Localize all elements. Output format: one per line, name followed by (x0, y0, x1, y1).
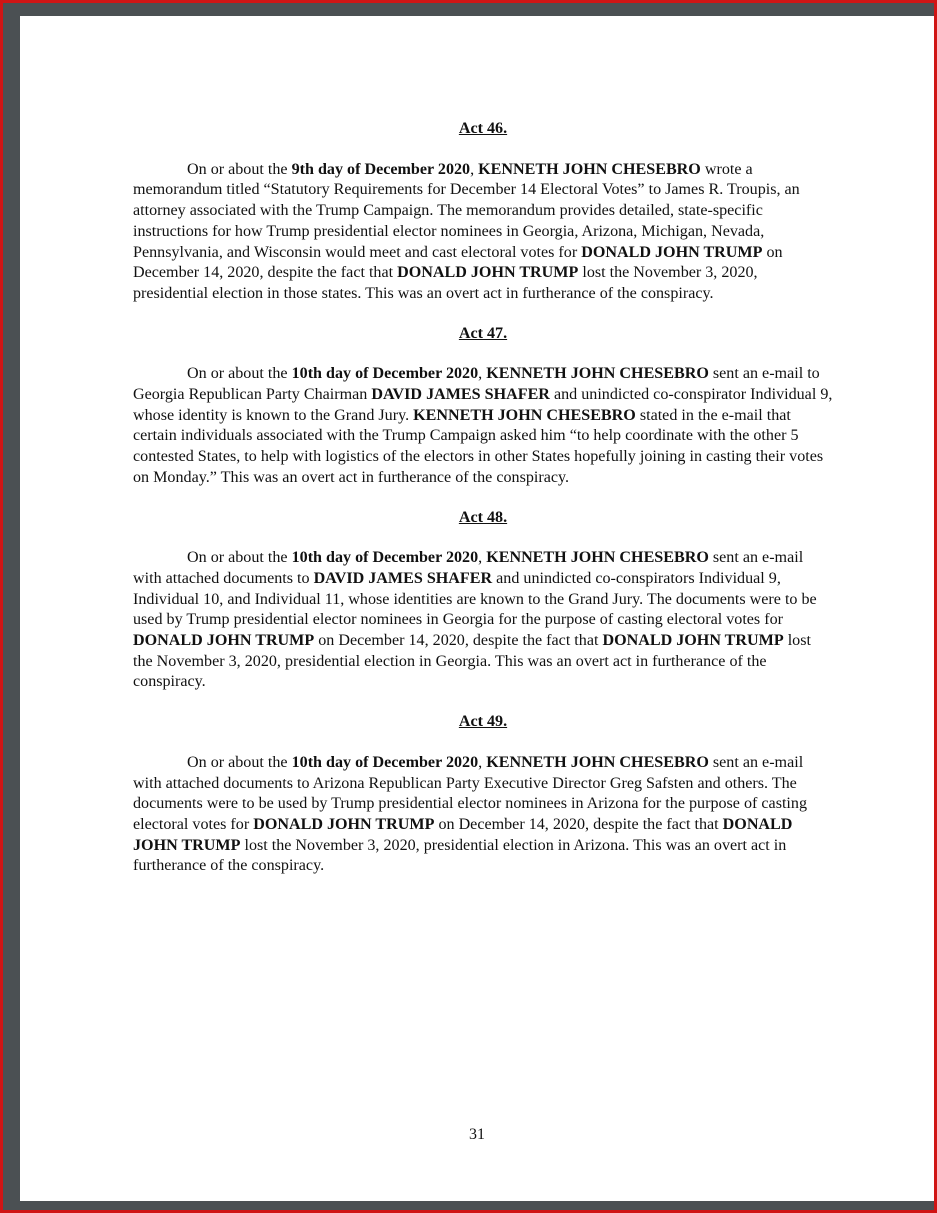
act-heading: Act 48. (458, 508, 508, 526)
bold-text-run: DONALD JOHN TRUMP (133, 815, 793, 854)
act-paragraph (133, 364, 833, 488)
bold-text-run: DONALD JOHN TRUMP (133, 632, 315, 650)
text-run: , (478, 753, 487, 771)
act-section (133, 712, 833, 877)
bold-text-run: 9th day of December 2020 (291, 160, 471, 178)
bold-text-run: DAVID JAMES SHAFER (371, 386, 550, 404)
text-run: sent an e-mail to Georgia Republican Party Chairman (133, 365, 820, 404)
act-section (133, 119, 833, 305)
text-run: lost the November 3, 2020, presidential election in Arizona. This was an overt act in furtherance of the conspiracy. (133, 836, 787, 875)
text-run: sent an e-mail with attached documents to (133, 549, 804, 587)
bold-text-run: 10th day of December 2020 (291, 365, 479, 383)
act-heading: Act 47. (458, 324, 508, 342)
document-page (20, 16, 934, 1201)
text-run: , (470, 160, 479, 178)
bold-text-run: KENNETH JOHN CHESEBRO (486, 549, 709, 567)
act-paragraph (133, 753, 833, 877)
text-run: wrote a memorandum titled “Statutory Requirements for December 14 Electoral Votes” to James R. Troupis, an attorney associated with the Trump Campaign. The memorandum provides detailed, state-specific instructions for how Trump presidential elector nominees in Georgia, Arizona, Michigan, Nevada, Pennsylvania, and Wisconsin would meet and cast electoral votes for (133, 160, 800, 261)
text-run: on December 14, 2020, despite the fact that (314, 632, 603, 650)
text-run: and unindicted co-conspirator Individual 9, whose identity is known to the Grand Jury. (133, 386, 833, 424)
page-number: 31 (469, 1126, 485, 1143)
bold-text-run: DONALD JOHN TRUMP (253, 815, 435, 833)
act-section (133, 508, 833, 694)
act-section (133, 324, 833, 489)
bold-text-run: DONALD JOHN TRUMP (397, 264, 579, 282)
bold-text-run: DONALD JOHN TRUMP (581, 243, 763, 261)
act-paragraph (133, 160, 833, 305)
bold-text-run: 10th day of December 2020 (291, 753, 479, 771)
text-run: , (478, 549, 487, 567)
act-heading: Act 46. (458, 120, 508, 137)
bold-text-run: KENNETH JOHN CHESEBRO (478, 160, 701, 178)
text-run: On or about the (187, 753, 292, 771)
text-run: , (478, 365, 487, 383)
text-run: On or about the (187, 549, 292, 567)
act-paragraph (133, 548, 833, 693)
text-run: on December 14, 2020, despite the fact that (434, 815, 723, 833)
bold-text-run: 10th day of December 2020 (291, 549, 479, 567)
bold-text-run: KENNETH JOHN CHESEBRO (486, 365, 709, 383)
text-run: and unindicted co-conspirators Individual 9, Individual 10, and Individual 11, whose identities are known to the Grand Jury. The documents were to be used by Trump presidential elector nominees in Georgia for the purpose of casting electoral votes for (133, 569, 817, 629)
bold-text-run: KENNETH JOHN CHESEBRO (486, 753, 709, 771)
text-run: on December 14, 2020, despite the fact that (133, 243, 783, 282)
text-run: lost the November 3, 2020, presidential election in Georgia. This was an overt act in furtherance of the conspiracy. (133, 632, 811, 691)
bold-text-run: DONALD JOHN TRUMP (602, 632, 784, 650)
bold-text-run: DAVID JAMES SHAFER (313, 569, 493, 587)
act-heading: Act 49. (458, 713, 508, 731)
text-run: On or about the (187, 365, 292, 383)
text-run: lost the November 3, 2020, presidential election in those states. This was an overt act in furtherance of the conspiracy. (133, 264, 758, 302)
text-run: stated in the e-mail that certain individuals associated with the Trump Campaign asked him “to help coordinate with the other 5 contested States, to help with logistics of the electors in other States hopefully joining in casting their votes on Monday.” This was an overt act in furtherance of the conspiracy. (133, 406, 824, 486)
text-run: sent an e-mail with attached documents to Arizona Republican Party Executive Director Greg Safsten and others. The documents were to be used by Trump presidential elector nominees in Arizona for the purpose of casting electoral votes for (133, 753, 807, 833)
bold-text-run: KENNETH JOHN CHESEBRO (413, 406, 636, 424)
page-content (133, 119, 833, 896)
text-run: On or about the (187, 160, 292, 178)
